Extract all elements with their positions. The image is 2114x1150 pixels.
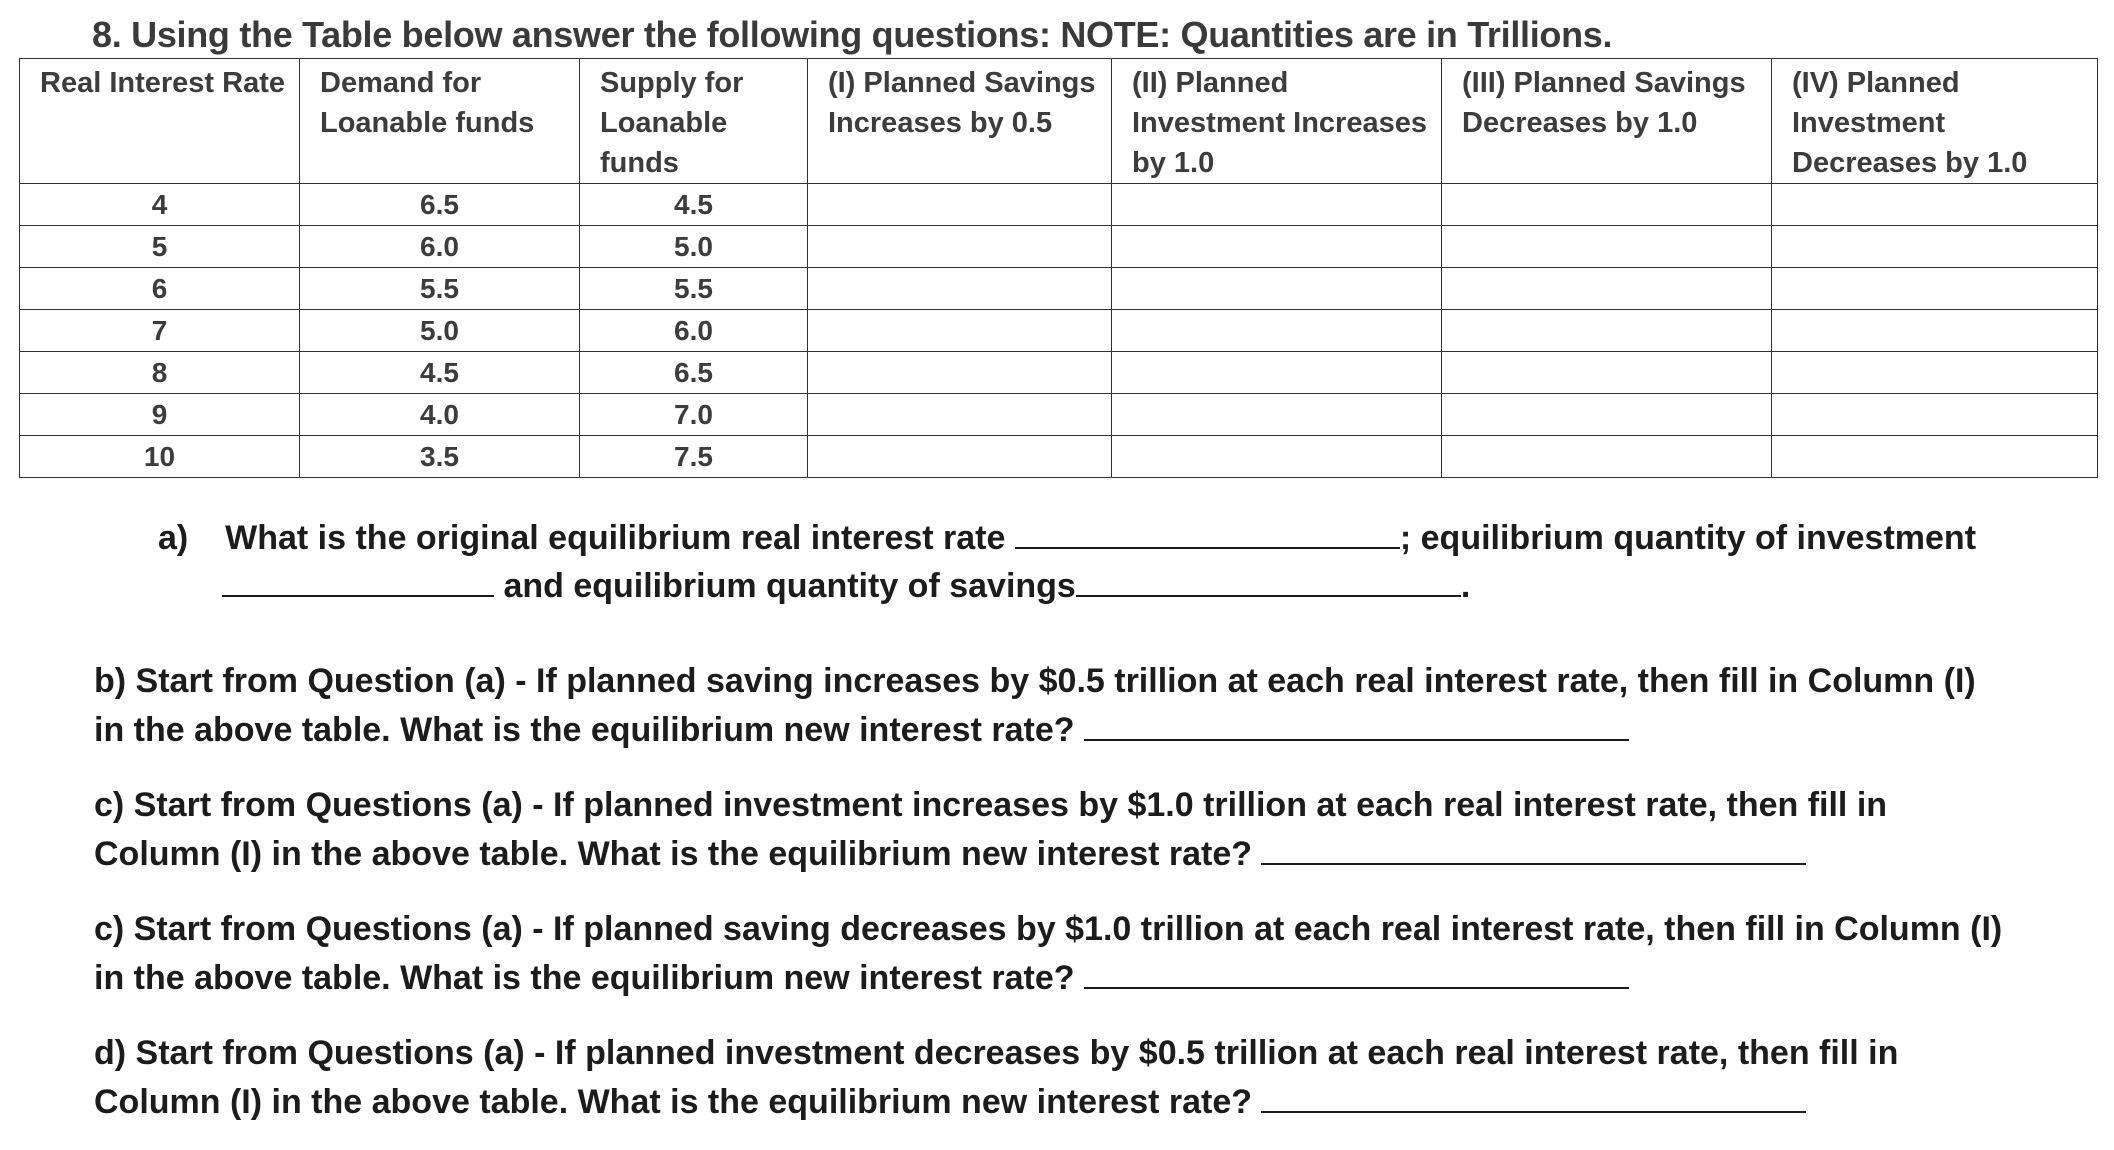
cell-col-i[interactable]: [808, 268, 1112, 310]
question-a-line2: [222, 561, 1470, 610]
cell-supply: 7.5: [580, 436, 808, 478]
cell-demand: 6.5: [300, 184, 580, 226]
cell-supply: 4.5: [580, 184, 808, 226]
cell-col-iii[interactable]: [1442, 268, 1772, 310]
table-header-row: [20, 59, 2098, 184]
cell-col-iii[interactable]: [1442, 184, 1772, 226]
cell-col-iv[interactable]: [1772, 394, 2098, 436]
cell-supply: 5.5: [580, 268, 808, 310]
cell-col-iv[interactable]: [1772, 436, 2098, 478]
question-d-line1: d) Start from Questions (a) - If planned investment decreases by $0.5 trillion at each real interest rate, then fill in: [94, 1034, 1899, 1072]
page-title: 8. Using the Table below answer the following questions: NOTE: Quantities are in Trillions.: [92, 14, 1613, 55]
cell-rate: 7: [20, 310, 300, 352]
answer-blank-b[interactable]: [1084, 705, 1629, 741]
cell-col-i[interactable]: [808, 226, 1112, 268]
question-b-line1: b) Start from Question (a) - If planned saving increases by $0.5 trillion at each real interest rate, then fill in Column (I): [94, 662, 1976, 700]
header-col-i: (I) Planned Savings Increases by 0.5: [808, 59, 1112, 184]
question-c1: [94, 781, 1887, 878]
question-a-label: a): [158, 519, 189, 557]
answer-blank-c2[interactable]: [1084, 953, 1629, 989]
question-a-text3: and equilibrium quantity of savings: [503, 567, 1076, 605]
cell-demand: 3.5: [300, 436, 580, 478]
cell-col-i[interactable]: [808, 184, 1112, 226]
cell-col-ii[interactable]: [1112, 268, 1442, 310]
header-real-interest-rate: Real Interest Rate: [20, 59, 300, 184]
header-demand: Demand for Loanable funds: [300, 59, 580, 184]
cell-rate: 4: [20, 184, 300, 226]
cell-col-ii[interactable]: [1112, 310, 1442, 352]
question-b: [94, 657, 1976, 754]
header-supply: Supply for Loanable funds: [580, 59, 808, 184]
header-col-iii: (III) Planned Savings Decreases by 1.0: [1442, 59, 1772, 184]
cell-col-i[interactable]: [808, 436, 1112, 478]
cell-rate: 5: [20, 226, 300, 268]
cell-col-iii[interactable]: [1442, 436, 1772, 478]
question-c1-line1: c) Start from Questions (a) - If planned investment increases by $1.0 trillion at each real interest rate, then fill in: [94, 786, 1888, 824]
question-c2-line2: in the above table. What is the equilibrium new interest rate?: [94, 959, 1075, 997]
question-a-text1: What is the original equilibrium real interest rate: [225, 519, 1006, 557]
header-col-iv: (IV) Planned Investment Decreases by 1.0: [1772, 59, 2098, 184]
cell-col-iii[interactable]: [1442, 352, 1772, 394]
answer-blank-d[interactable]: [1261, 1077, 1806, 1113]
question-c1-line2: Column (I) in the above table. What is the equilibrium new interest rate?: [94, 835, 1253, 873]
question-d: [94, 1029, 1898, 1126]
cell-supply: 7.0: [580, 394, 808, 436]
cell-rate: 9: [20, 394, 300, 436]
cell-demand: 5.5: [300, 268, 580, 310]
question-a-end: .: [1460, 567, 1471, 605]
question-c2-line1: c) Start from Questions (a) - If planned saving decreases by $1.0 trillion at each real interest rate, then fill in Column (I): [94, 910, 2003, 948]
answer-blank-investment-qty[interactable]: [222, 561, 494, 597]
cell-rate: 6: [20, 268, 300, 310]
cell-col-iv[interactable]: [1772, 352, 2098, 394]
cell-col-i[interactable]: [808, 310, 1112, 352]
cell-col-ii[interactable]: [1112, 352, 1442, 394]
cell-supply: 6.5: [580, 352, 808, 394]
cell-col-iv[interactable]: [1772, 226, 2098, 268]
table-row: [20, 394, 2098, 436]
cell-rate: 10: [20, 436, 300, 478]
cell-col-iv[interactable]: [1772, 310, 2098, 352]
cell-col-ii[interactable]: [1112, 394, 1442, 436]
cell-col-ii[interactable]: [1112, 226, 1442, 268]
answer-blank-c1[interactable]: [1261, 829, 1806, 865]
cell-demand: 6.0: [300, 226, 580, 268]
table-row: [20, 184, 2098, 226]
cell-col-iii[interactable]: [1442, 394, 1772, 436]
question-b-line2: in the above table. What is the equilibrium new interest rate?: [94, 711, 1075, 749]
cell-col-ii[interactable]: [1112, 184, 1442, 226]
question-a-line1: [158, 513, 1976, 562]
answer-blank-interest-rate[interactable]: [1015, 513, 1400, 549]
table-row: [20, 226, 2098, 268]
answer-blank-savings-qty[interactable]: [1076, 561, 1461, 597]
table-row: [20, 310, 2098, 352]
cell-col-iii[interactable]: [1442, 310, 1772, 352]
cell-supply: 5.0: [580, 226, 808, 268]
cell-col-iii[interactable]: [1442, 226, 1772, 268]
cell-rate: 8: [20, 352, 300, 394]
question-c2: [94, 905, 2002, 1002]
loanable-funds-table: [19, 58, 2098, 478]
cell-demand: 5.0: [300, 310, 580, 352]
cell-col-i[interactable]: [808, 394, 1112, 436]
cell-demand: 4.0: [300, 394, 580, 436]
cell-demand: 4.5: [300, 352, 580, 394]
table-row: [20, 352, 2098, 394]
table-row: [20, 436, 2098, 478]
cell-supply: 6.0: [580, 310, 808, 352]
cell-col-ii[interactable]: [1112, 436, 1442, 478]
cell-col-iv[interactable]: [1772, 184, 2098, 226]
question-d-line2: Column (I) in the above table. What is the equilibrium new interest rate?: [94, 1083, 1253, 1121]
question-a-text2: ; equilibrium quantity of investment: [1399, 519, 1977, 557]
cell-col-i[interactable]: [808, 352, 1112, 394]
cell-col-iv[interactable]: [1772, 268, 2098, 310]
table-row: [20, 268, 2098, 310]
header-col-ii: (II) Planned Investment Increases by 1.0: [1112, 59, 1442, 184]
